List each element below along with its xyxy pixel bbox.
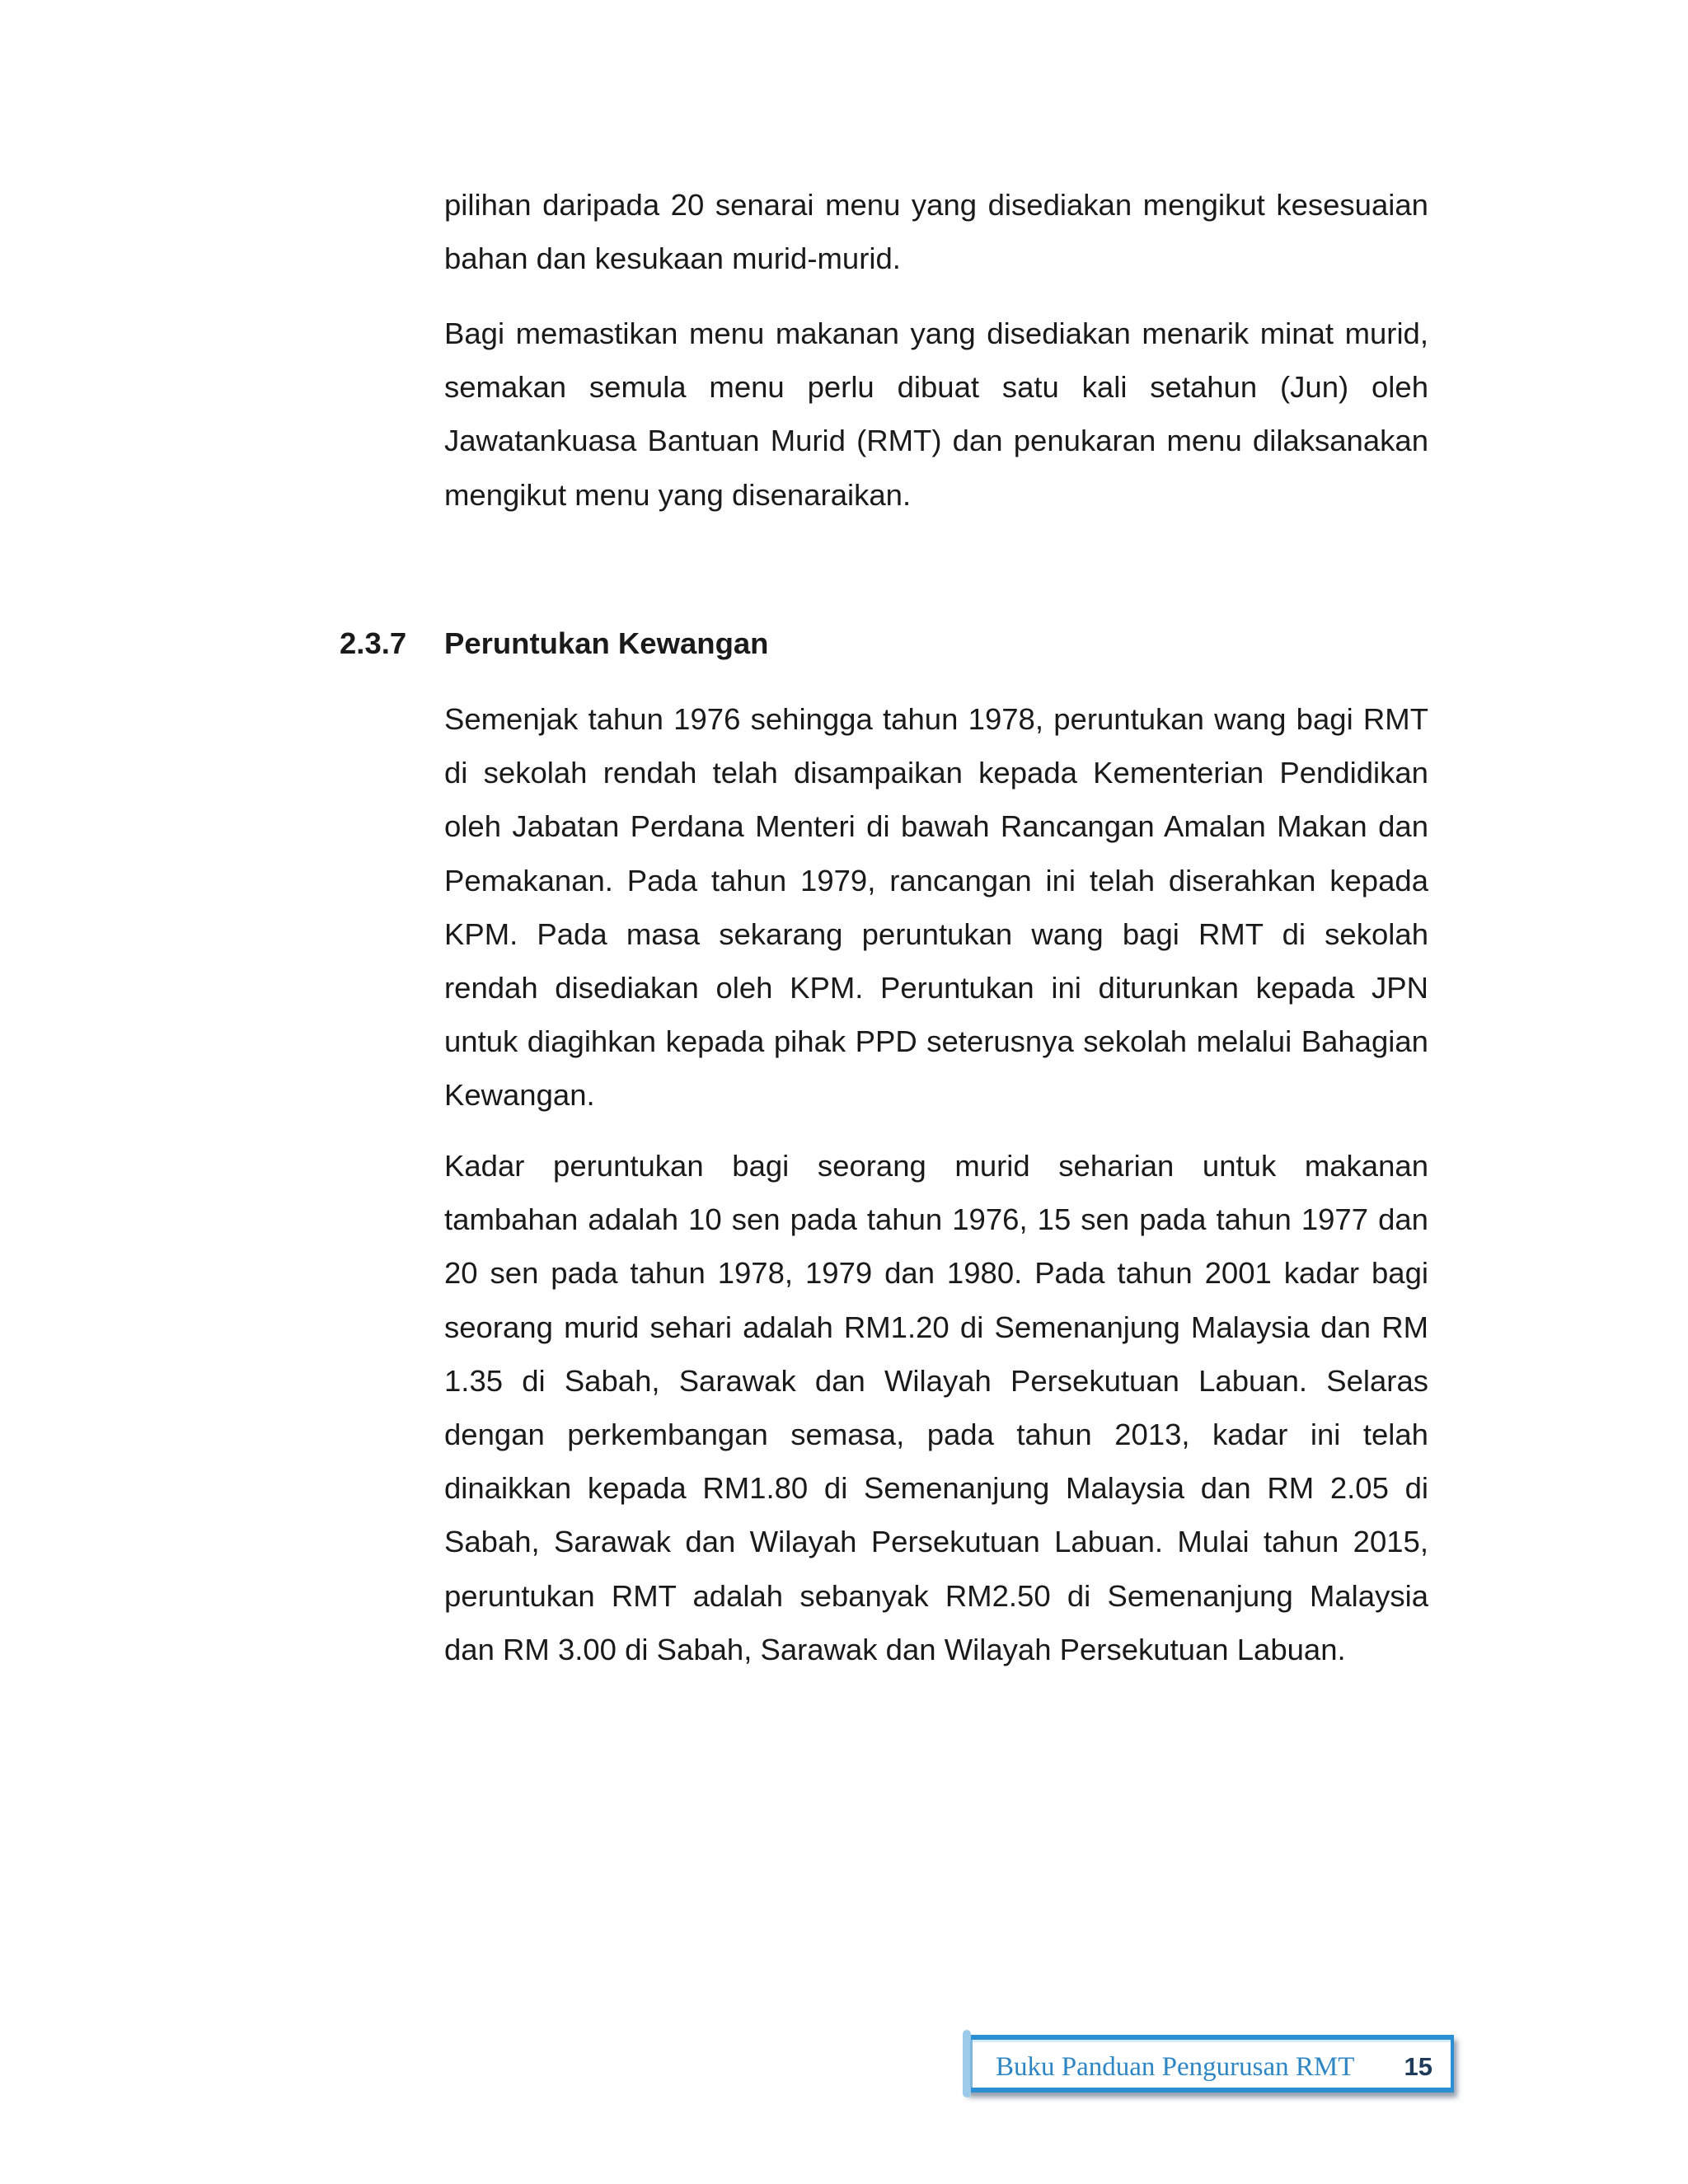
page-number: 15 [1404, 2052, 1432, 2081]
paragraph-allocation-history: Semenjak tahun 1976 sehingga tahun 1978, peruntukan wang bagi RMT di sekolah rendah telah disampaikan kepada Kementerian Pendidikan oleh Jabatan Perdana Menteri di bawah Rancangan Amalan Makan dan Pemakanan. Pada tahun 1979, rancangan ini telah diserahkan kepada KPM. Pada masa sekarang peruntukan wang bagi RMT di sekolah rendah disediakan oleh KPM. Peruntukan ini diturunkan kepada JPN untuk diagihkan kepada pihak PPD seterusnya sekolah melalui Bahagian Kewangan. [444, 702, 1428, 1113]
paragraph-menu-review: Bagi memastikan menu makanan yang disediakan menarik minat murid, semakan semula menu perlu dibuat satu kali setahun (Jun) oleh Jawatankuasa Bantuan Murid (RMT) dan penukaran menu dilaksanakan mengikut menu yang disenaraikan. [444, 316, 1428, 512]
section-heading [340, 616, 768, 670]
section-title: Peruntukan Kewangan [444, 626, 769, 660]
footer-banner-inner [970, 2040, 1451, 2088]
paragraph-allocation-rates: Kadar peruntukan bagi seorang murid seharian untuk makanan tambahan adalah 10 sen pada tahun 1976, 15 sen pada tahun 1977 dan 20 sen pada tahun 1978, 1979 dan 1980. Pada tahun 2001 kadar bagi seorang murid sehari adalah RM1.20 di Semenanjung Malaysia dan RM 1.35 di Sabah, Sarawak dan Wilayah Persekutuan Labuan. Selaras dengan perkembangan semasa, pada tahun 2013, kadar ini telah dinaikkan kepada RM1.80 di Semenanjung Malaysia dan RM 2.05 di Sabah, Sarawak dan Wilayah Persekutuan Labuan. Mulai tahun 2015, peruntukan RMT adalah sebanyak RM2.50 di Semenanjung Malaysia dan RM 3.00 di Sabah, Sarawak dan Wilayah Persekutuan Labuan. [444, 1149, 1428, 1666]
footer-book-title: Buku Panduan Pengurusan RMT [996, 2052, 1355, 2082]
footer-banner [964, 2035, 1454, 2093]
paragraph-menu-selection: pilihan daripada 20 senarai menu yang disediakan mengikut kesesuaian bahan dan kesukaan murid-murid. [444, 188, 1428, 276]
section-number: 2.3.7 [340, 626, 407, 660]
footer-accent-line [973, 2040, 1451, 2042]
